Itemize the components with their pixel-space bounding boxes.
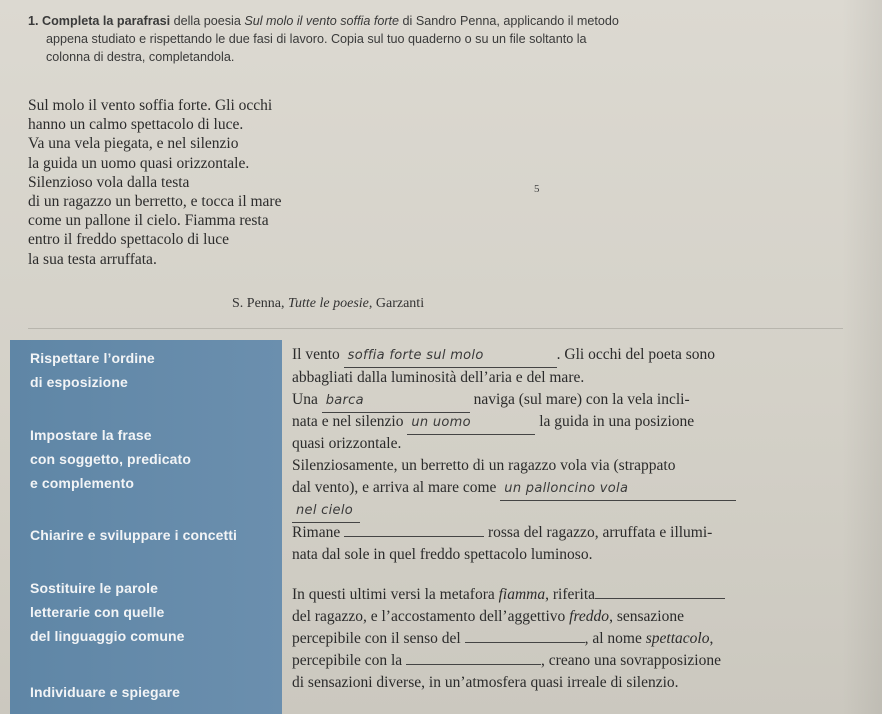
- text-italic: freddo: [569, 608, 610, 625]
- text: , riferita: [545, 586, 596, 603]
- step-replace-line-2: letterarie con quelle: [30, 604, 165, 620]
- text: la guida in una posizione: [535, 413, 695, 430]
- text: naviga (sul mare) con la vela incli-: [469, 391, 690, 408]
- exercise-line-3: colonna di destra, completandola.: [46, 50, 235, 64]
- text: di sensazioni diverse, in un’atmosfera quasi irreale di silenzio.: [292, 674, 679, 691]
- answer-blank[interactable]: [406, 650, 541, 665]
- text: , creano una sovrapposizione: [541, 652, 721, 669]
- handwritten-answer[interactable]: un palloncino vola: [500, 478, 736, 501]
- paraphrase-line-6: [292, 455, 812, 477]
- paraphrase-line-9: [292, 522, 812, 544]
- step-sentence-line-2: con soggetto, predicato: [30, 451, 191, 467]
- poem-line: come un pallone il cielo. Fiamma resta: [28, 212, 269, 230]
- paraphrase-line-2: [292, 367, 812, 389]
- text: abbagliati dalla luminosità dell’aria e del mare.: [292, 369, 585, 386]
- paraphrase-line-4: [292, 411, 812, 435]
- handwritten-answer[interactable]: un uomo: [407, 412, 535, 435]
- paraphrase-line-8: [292, 499, 812, 523]
- text: nata e nel silenzio: [292, 413, 408, 430]
- paraphrase-line-12: [292, 606, 812, 628]
- source-publisher: , Garzanti: [368, 296, 425, 311]
- poem-source: [232, 296, 424, 312]
- step-replace-line-1: Sostituire le parole: [30, 580, 159, 596]
- poem-line: di un ragazzo un berretto, e tocca il mare: [28, 193, 282, 211]
- exercise-text-1: della poesia: [170, 14, 245, 28]
- exercise-number: 1.: [28, 14, 39, 28]
- paraphrase-line-3: [292, 389, 812, 413]
- exercise-instructions: [28, 12, 843, 66]
- text: percepibile con il senso del: [292, 630, 465, 647]
- poem-text: [28, 96, 281, 269]
- paraphrase-line-13: [292, 628, 812, 650]
- text: rossa del ragazzo, arruffata e illumi-: [484, 524, 713, 541]
- source-book: Tutte le poesie: [288, 296, 369, 311]
- source-author: S. Penna,: [232, 296, 288, 311]
- text: . Gli occhi del poeta sono: [556, 346, 716, 363]
- text: percepibile con la: [292, 652, 407, 669]
- poem-line: la guida un uomo quasi orizzontale.: [28, 154, 250, 172]
- exercise-text-2: di Sandro Penna, applicando il metodo: [399, 14, 619, 28]
- text: nata dal sole in quel freddo spettacolo luminoso.: [292, 546, 593, 563]
- text: , sensazione: [609, 608, 684, 625]
- exercise-line-2: appena studiato e rispettando le due fasi di lavoro. Copia sul tuo quaderno o su un file soltanto la: [46, 32, 587, 46]
- poem-line: entro il freddo spettacolo di luce: [28, 231, 230, 249]
- poem-line: Va una vela piegata, e nel silenzio: [28, 135, 239, 153]
- poem-line: hanno un calmo spettacolo di luce.: [28, 116, 244, 134]
- paraphrase-line-14: [292, 650, 812, 672]
- answer-blank[interactable]: [595, 584, 725, 599]
- step-clarify-line-1: Chiarire e sviluppare i concetti: [30, 527, 238, 543]
- step-clarify-label: [30, 523, 237, 547]
- paraphrase-line-15: [292, 672, 812, 694]
- step-order-line-1: Rispettare l’ordine: [30, 350, 155, 366]
- text: ,: [709, 630, 714, 647]
- paraphrase-line-10: [292, 544, 812, 566]
- handwritten-answer[interactable]: nel cielo: [292, 500, 360, 523]
- text-italic: fiamma: [498, 586, 546, 603]
- section-divider: [28, 328, 843, 329]
- step-sentence-line-3: e complemento: [30, 475, 134, 491]
- text: Rimane: [292, 524, 345, 541]
- paraphrase-line-11: [292, 584, 812, 606]
- poem-line: Silenzioso vola dalla testa: [28, 173, 190, 191]
- text: del ragazzo, e l’accostamento dell’aggettivo: [292, 608, 570, 625]
- poem-line: la sua testa arruffata.: [28, 250, 157, 268]
- step-replace-label: [30, 576, 185, 648]
- text: Silenziosamente, un berretto di un ragazzo vola via (strappato: [292, 457, 676, 474]
- text: dal vento), e arriva al mare come: [292, 479, 501, 496]
- answer-blank[interactable]: [465, 628, 585, 643]
- exercise-poem-title: Sul molo il vento soffia forte: [244, 14, 400, 28]
- exercise-keyword: Completa la parafrasi: [42, 14, 171, 28]
- text: quasi orizzontale.: [292, 435, 402, 452]
- step-order-label: [30, 346, 155, 394]
- paraphrase-line-7: [292, 477, 812, 501]
- step-explain-label: [30, 680, 180, 704]
- verse-number-marker: 5: [534, 183, 540, 195]
- answer-blank[interactable]: [344, 522, 484, 537]
- handwritten-answer[interactable]: soffia forte sul molo: [344, 345, 557, 368]
- step-order-line-2: di esposizione: [30, 374, 128, 390]
- poem-line: Sul molo il vento soffia forte. Gli occhi: [28, 97, 273, 114]
- step-sentence-line-1: Impostare la frase: [30, 427, 152, 443]
- text-italic: spettacolo: [645, 630, 710, 647]
- text: Il vento: [292, 346, 344, 363]
- step-replace-line-3: del linguaggio comune: [30, 628, 185, 644]
- page-edge-shadow: [842, 0, 882, 714]
- paraphrase-line-5: [292, 433, 812, 455]
- step-explain-line-1: Individuare e spiegare: [30, 684, 181, 700]
- text: Una: [292, 391, 322, 408]
- step-sentence-label: [30, 423, 191, 495]
- text: In questi ultimi versi la metafora: [292, 586, 499, 603]
- handwritten-answer[interactable]: barca: [322, 390, 470, 413]
- paraphrase-line-1: [292, 344, 812, 368]
- text: , al nome: [584, 630, 646, 647]
